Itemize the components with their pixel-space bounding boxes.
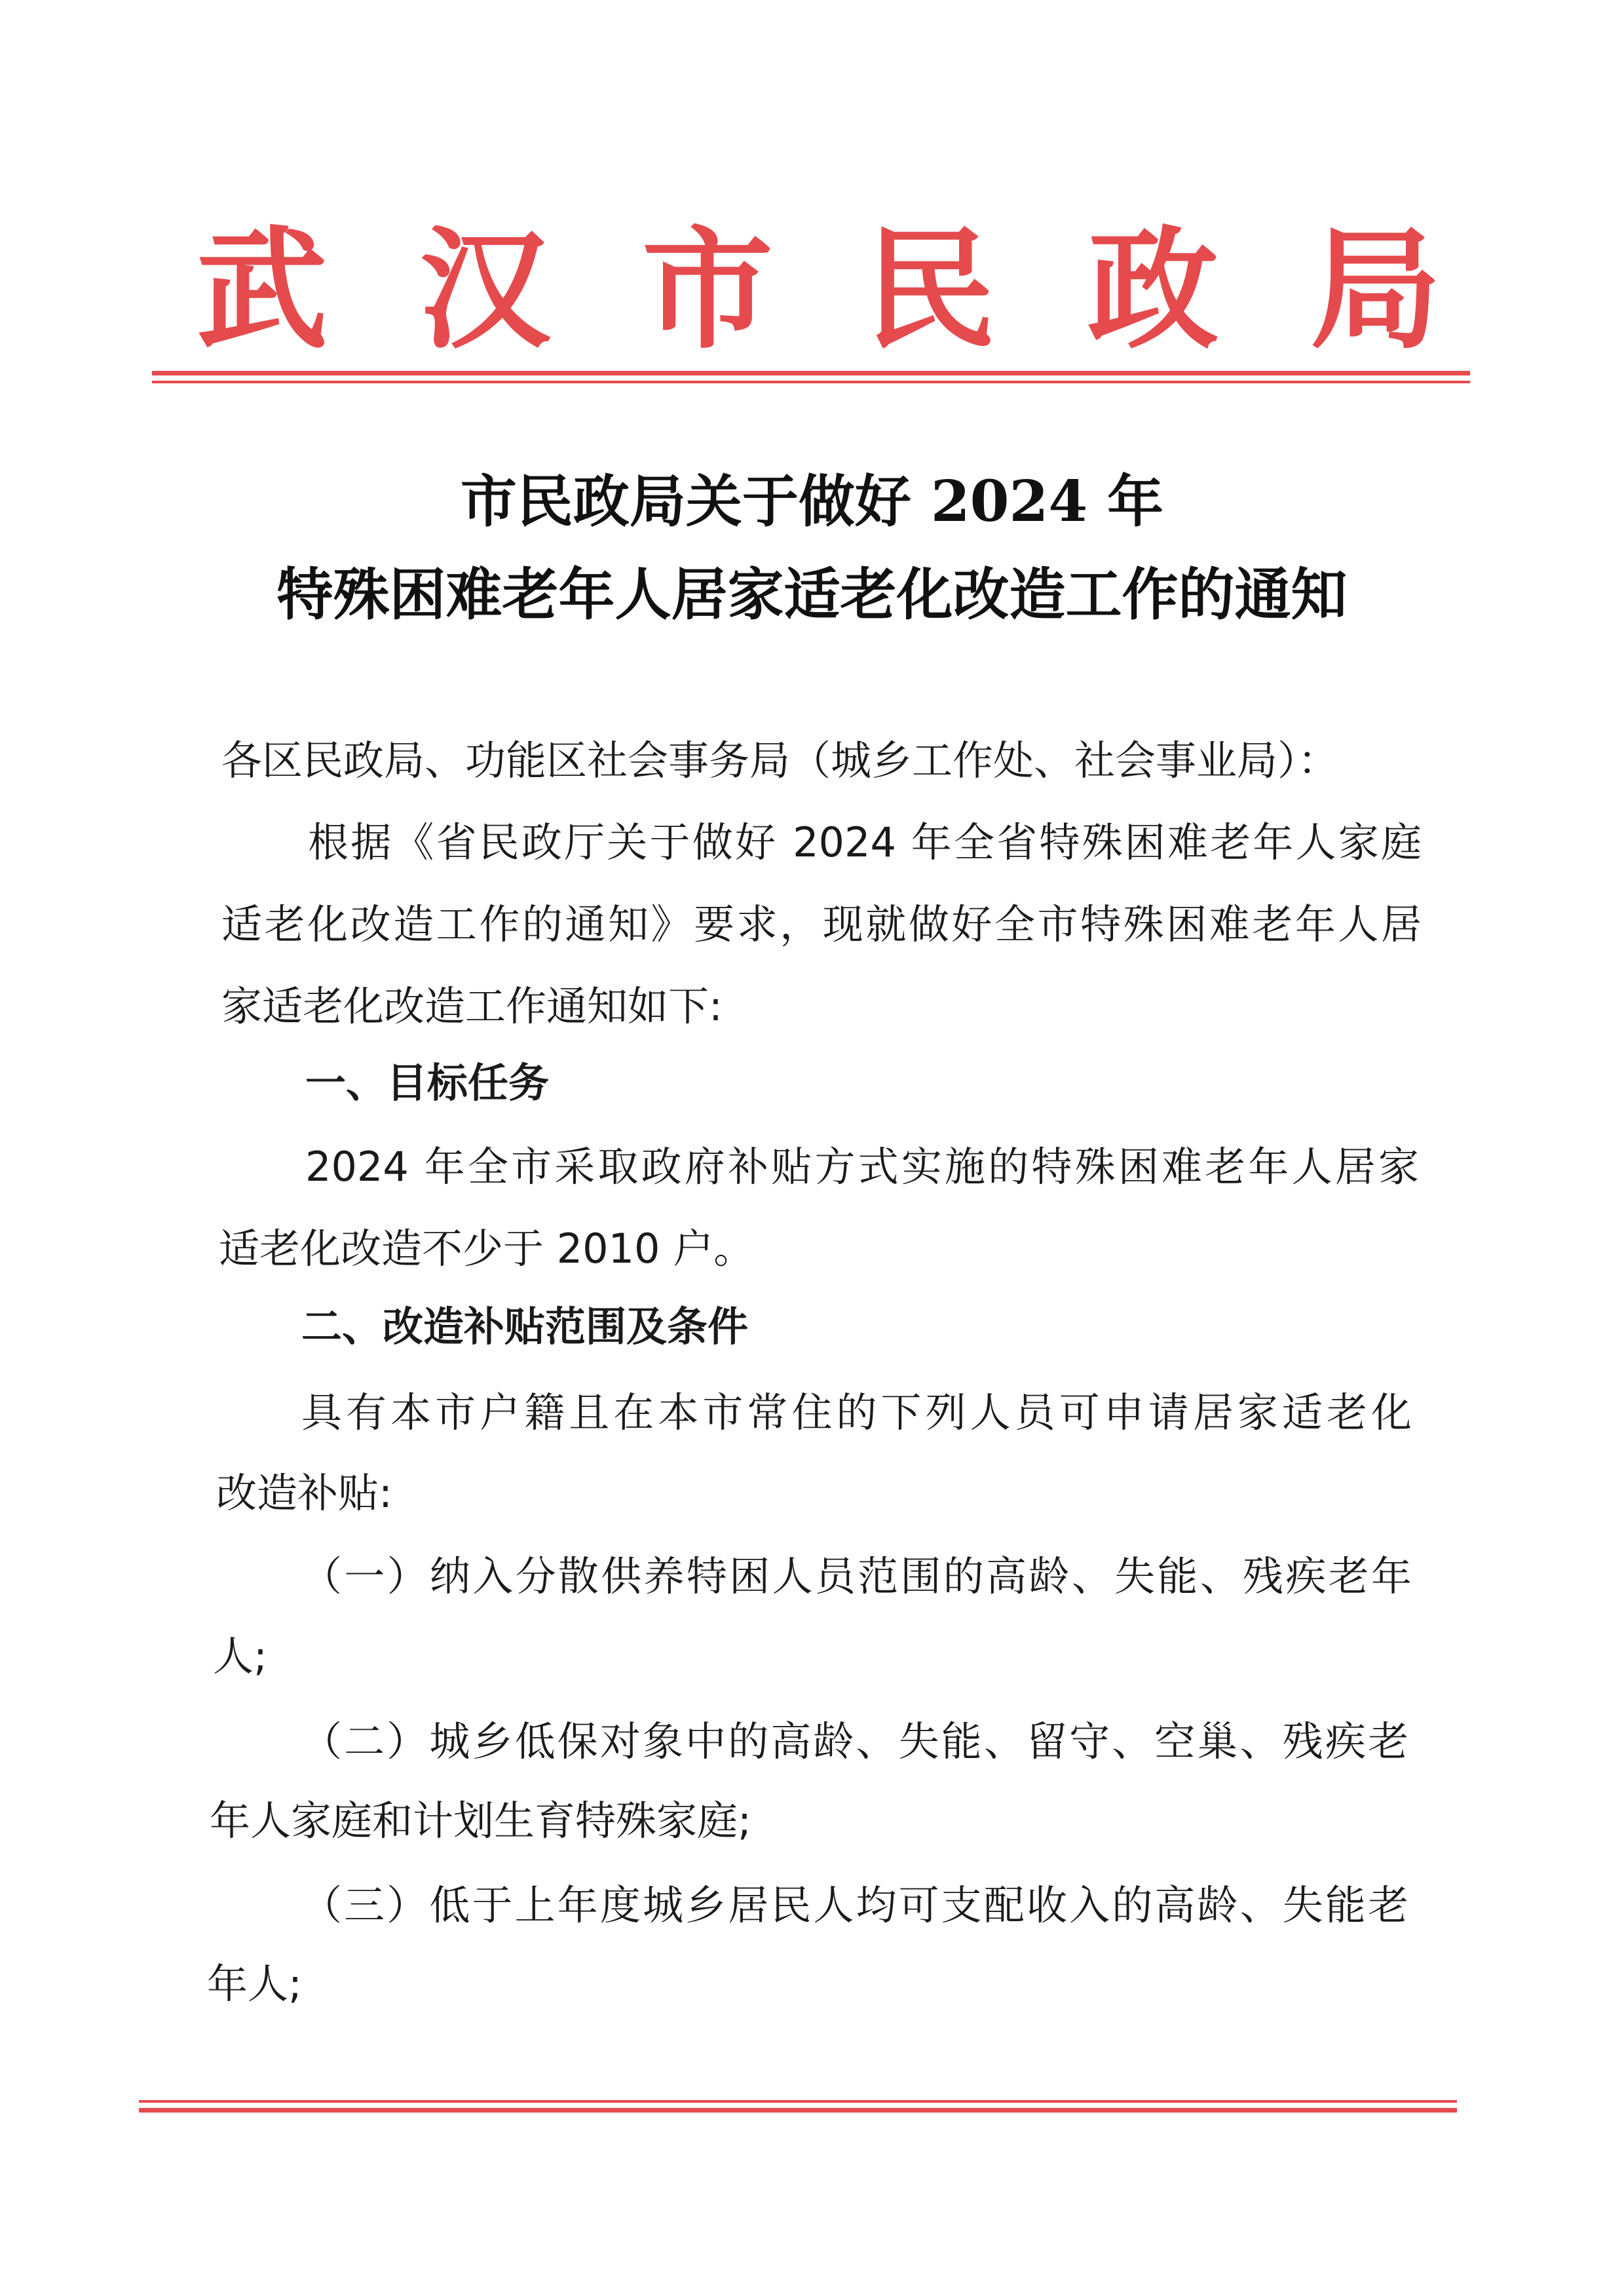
section-heading: 一、目标任务	[305, 1059, 550, 1107]
footer-rule-bottom	[139, 2108, 1457, 2113]
section-text: 具有本市户籍且在本市常住的下列人员可申请居家适老化	[301, 1388, 1412, 1436]
list-item: 年人;	[207, 1960, 302, 2008]
letterhead-char: 汉	[419, 213, 550, 367]
section-text: 2024 年全市采取政府补贴方式实施的特殊困难老年人居家	[305, 1143, 1419, 1191]
intro-line: 适老化改造工作的通知》要求，现就做好全市特殊困难老年人居	[221, 900, 1422, 948]
letterhead	[197, 208, 1441, 372]
letterhead-rule-bottom	[152, 381, 1470, 383]
letterhead-char: 政	[1087, 213, 1218, 367]
section-text: 适老化改造不少于 2010 户。	[219, 1225, 755, 1272]
list-item: 年人家庭和计划生育特殊家庭;	[210, 1797, 751, 1845]
letterhead-char: 市	[641, 213, 773, 367]
list-item: （一）纳入分散供养特困人员范围的高龄、失能、残疾老年	[301, 1552, 1412, 1600]
section-heading: 二、改造补贴范围及条件	[301, 1303, 749, 1350]
letterhead-char: 民	[864, 213, 996, 367]
list-item: （三）低于上年度城乡居民人均可支配收入的高龄、失能老	[301, 1881, 1408, 1929]
letterhead-char: 局	[1310, 213, 1441, 367]
footer-rule-top	[139, 2100, 1457, 2103]
document-title-line1: 市民政局关于做好 2024 年	[460, 469, 1164, 535]
list-item: 人;	[213, 1632, 267, 1680]
intro-line: 家适老化改造工作通知如下:	[221, 982, 723, 1030]
addressee: 各区民政局、功能区社会事务局（城乡工作处、社会事业局）：	[221, 737, 1339, 784]
list-item: （二）城乡低保对象中的高龄、失能、留守、空巢、残疾老	[301, 1717, 1408, 1765]
intro-line: 根据《省民政厅关于做好 2024 年全省特殊困难老年人家庭	[308, 818, 1422, 866]
section-text: 改造补贴:	[216, 1469, 392, 1517]
document-title-line2: 特殊困难老年人居家适老化改造工作的通知	[276, 562, 1348, 628]
letterhead-char: 武	[197, 213, 328, 367]
letterhead-rule-top	[152, 371, 1470, 375]
